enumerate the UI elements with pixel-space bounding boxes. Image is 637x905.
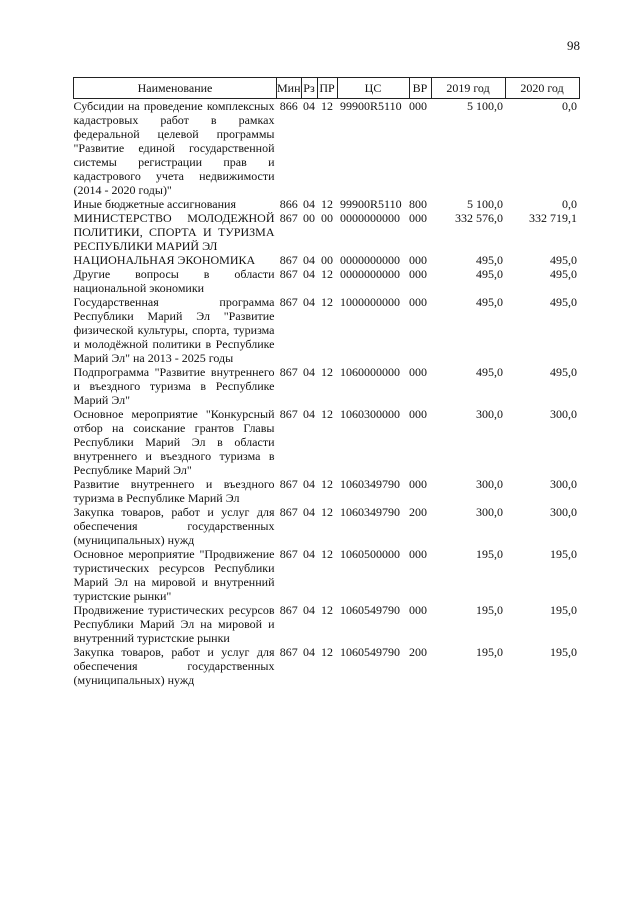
row-cs: 0000000000 — [340, 253, 401, 267]
row-vr: 000 — [409, 407, 428, 421]
row-amount-2019: 300,0 — [476, 407, 504, 421]
row-vr: 000 — [409, 267, 428, 281]
row-amount-2020: 495,0 — [550, 365, 578, 379]
header-name: Наименование — [74, 78, 277, 99]
row-pr: 12 — [321, 197, 334, 211]
row-pr: 12 — [321, 295, 334, 309]
row-name: Государственная программа Республики Марий Эл "Развитие физической культуры, спорта, туризма и молодёжной политики в Республике Марий Эл" на 2013 - 2025 годы — [73, 295, 275, 365]
row-vr: 200 — [409, 505, 428, 519]
row-name: Подпрограмма "Развитие внутреннего и въездного туризма в Республике Марий Эл" — [73, 365, 275, 407]
row-pr: 12 — [321, 505, 334, 519]
row-cs: 1060349790 — [340, 505, 401, 519]
row-rz: 00 — [303, 211, 316, 225]
row-name: Закупка товаров, работ и услуг для обеспечения государственных (муниципальных) нужд — [73, 505, 275, 547]
row-cs: 0000000000 — [340, 267, 401, 281]
row-cs: 1060000000 — [340, 365, 401, 379]
row-amount-2020: 195,0 — [550, 645, 578, 659]
row-amount-2020: 495,0 — [550, 295, 578, 309]
table-row — [74, 547, 580, 603]
budget-table — [73, 77, 580, 687]
row-pr: 12 — [321, 267, 334, 281]
row-cs: 1000000000 — [340, 295, 401, 309]
header-rz: Рз — [301, 78, 317, 99]
row-cs: 99900R5110 — [340, 197, 402, 211]
row-min: 867 — [279, 645, 298, 659]
header-vr: ВР — [409, 78, 431, 99]
row-min: 867 — [279, 407, 298, 421]
row-pr: 00 — [321, 253, 334, 267]
row-rz: 04 — [303, 603, 316, 617]
row-cs: 1060300000 — [340, 407, 401, 421]
row-min: 866 — [279, 99, 298, 113]
table-row — [74, 645, 580, 687]
row-min: 867 — [279, 547, 298, 561]
row-cs: 1060549790 — [340, 603, 401, 617]
row-vr: 000 — [409, 477, 428, 491]
header-min: Мин — [277, 78, 302, 99]
row-amount-2020: 195,0 — [550, 603, 578, 617]
row-cs: 99900R5110 — [340, 99, 402, 113]
table-header-row — [74, 78, 580, 99]
row-amount-2019: 495,0 — [476, 253, 504, 267]
row-vr: 000 — [409, 211, 428, 225]
row-name: Продвижение туристических ресурсов Республики Марий Эл на мировой и внутренний туристские рынки — [73, 603, 275, 645]
row-vr: 800 — [409, 197, 428, 211]
row-cs: 0000000000 — [340, 211, 401, 225]
row-min: 867 — [279, 253, 298, 267]
row-amount-2019: 495,0 — [476, 267, 504, 281]
row-vr: 000 — [409, 603, 428, 617]
header-cs: ЦС — [337, 78, 409, 99]
row-rz: 04 — [303, 197, 316, 211]
row-rz: 04 — [303, 267, 316, 281]
row-name: НАЦИОНАЛЬНАЯ ЭКОНОМИКА — [73, 253, 256, 267]
row-amount-2019: 332 576,0 — [455, 211, 504, 225]
row-pr: 12 — [321, 645, 334, 659]
table-row — [74, 603, 580, 645]
row-min: 867 — [279, 295, 298, 309]
row-amount-2019: 300,0 — [476, 477, 504, 491]
header-2019: 2019 год — [431, 78, 505, 99]
row-amount-2019: 5 100,0 — [467, 99, 504, 113]
row-pr: 00 — [321, 211, 334, 225]
row-name: Основное мероприятие "Конкурсный отбор на соискание грантов Главы Республики Марий Эл в области внутреннего и въездного туризма в Республике Марий Эл" — [73, 407, 275, 477]
row-name: Основное мероприятие "Продвижение туристических ресурсов Республики Марий Эл на мировой и внутренний туристские рынки" — [73, 547, 275, 603]
row-name: Иные бюджетные ассигнования — [73, 197, 236, 211]
row-rz: 04 — [303, 365, 316, 379]
table-row — [74, 253, 580, 267]
row-rz: 04 — [303, 505, 316, 519]
row-name: Другие вопросы в области национальной экономики — [73, 267, 275, 295]
table-row — [74, 365, 580, 407]
row-amount-2019: 300,0 — [476, 505, 504, 519]
row-name: Закупка товаров, работ и услуг для обеспечения государственных (муниципальных) нужд — [73, 645, 275, 687]
row-amount-2019: 5 100,0 — [467, 197, 504, 211]
table-row — [74, 197, 580, 211]
table-row — [74, 267, 580, 295]
row-pr: 12 — [321, 365, 334, 379]
row-amount-2020: 300,0 — [550, 477, 578, 491]
row-pr: 12 — [321, 603, 334, 617]
row-rz: 04 — [303, 547, 316, 561]
row-min: 867 — [279, 477, 298, 491]
row-vr: 000 — [409, 547, 428, 561]
row-amount-2020: 300,0 — [550, 505, 578, 519]
table-row — [74, 407, 580, 477]
row-cs: 1060500000 — [340, 547, 401, 561]
row-min: 867 — [279, 505, 298, 519]
row-pr: 12 — [321, 477, 334, 491]
row-min: 867 — [279, 267, 298, 281]
header-2020: 2020 год — [505, 78, 579, 99]
row-amount-2019: 495,0 — [476, 295, 504, 309]
header-pr: ПР — [317, 78, 337, 99]
row-amount-2019: 195,0 — [476, 645, 504, 659]
row-pr: 12 — [321, 547, 334, 561]
row-amount-2020: 195,0 — [550, 547, 578, 561]
row-amount-2020: 0,0 — [562, 197, 578, 211]
row-pr: 12 — [321, 99, 334, 113]
row-name: Субсидии на проведение комплексных кадастровых работ в рамках федеральной целевой программы "Развитие единой государственной системы регистрации прав и кадастрового учета недвижимости (2014 - 2020 годы)" — [73, 99, 275, 197]
row-cs: 1060349790 — [340, 477, 401, 491]
row-rz: 04 — [303, 253, 316, 267]
row-rz: 04 — [303, 99, 316, 113]
row-vr: 000 — [409, 365, 428, 379]
page-number: 98 — [567, 38, 580, 53]
row-amount-2020: 0,0 — [562, 99, 578, 113]
row-cs: 1060549790 — [340, 645, 401, 659]
table-row — [74, 99, 580, 198]
row-name: Развитие внутреннего и въездного туризма в Республике Марий Эл — [73, 477, 275, 505]
table-row — [74, 211, 580, 253]
row-vr: 200 — [409, 645, 428, 659]
row-vr: 000 — [409, 253, 428, 267]
row-min: 867 — [279, 365, 298, 379]
row-vr: 000 — [409, 99, 428, 113]
row-min: 867 — [279, 603, 298, 617]
row-rz: 04 — [303, 295, 316, 309]
table-row — [74, 477, 580, 505]
row-amount-2019: 195,0 — [476, 603, 504, 617]
table-row — [74, 295, 580, 365]
row-amount-2020: 495,0 — [550, 267, 578, 281]
row-amount-2020: 300,0 — [550, 407, 578, 421]
row-amount-2020: 332 719,1 — [529, 211, 578, 225]
row-name: МИНИСТЕРСТВО МОЛОДЕЖНОЙ ПОЛИТИКИ, СПОРТА И ТУРИЗМА РЕСПУБЛИКИ МАРИЙ ЭЛ — [73, 211, 275, 253]
row-rz: 04 — [303, 407, 316, 421]
row-pr: 12 — [321, 407, 334, 421]
table-row — [74, 505, 580, 547]
row-rz: 04 — [303, 645, 316, 659]
row-min: 867 — [279, 211, 298, 225]
row-amount-2020: 495,0 — [550, 253, 578, 267]
row-amount-2019: 195,0 — [476, 547, 504, 561]
row-rz: 04 — [303, 477, 316, 491]
row-amount-2019: 495,0 — [476, 365, 504, 379]
row-min: 866 — [279, 197, 298, 211]
row-vr: 000 — [409, 295, 428, 309]
